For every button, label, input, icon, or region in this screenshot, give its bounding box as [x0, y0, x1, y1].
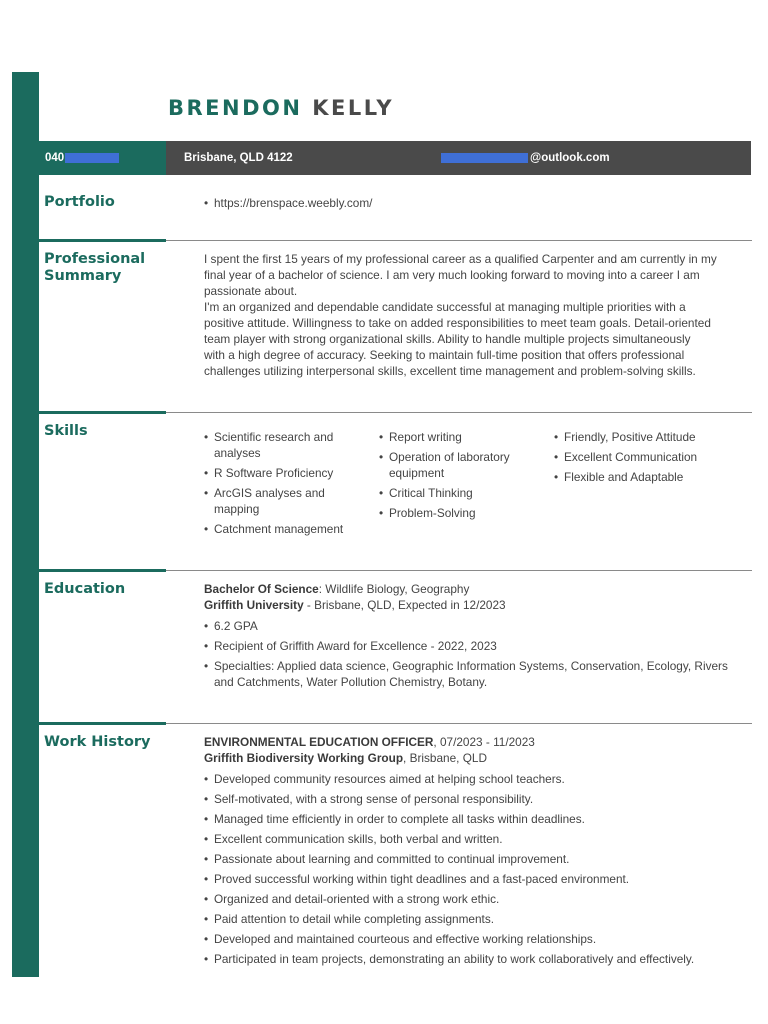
skill-item: • Flexible and Adaptable: [554, 469, 744, 485]
email-redaction: [441, 153, 528, 163]
skill-item: • Catchment management: [204, 521, 364, 537]
education-section: [39, 569, 751, 719]
skill-item: • Critical Thinking: [379, 485, 539, 501]
address: Brisbane, QLD 4122: [184, 152, 293, 164]
skills-column-3: [554, 429, 744, 489]
skill-item: • R Software Proficiency: [204, 465, 364, 481]
education-bullet: • 6.2 GPA: [204, 618, 744, 634]
contact-bar: [39, 141, 751, 175]
section-divider-accent: [39, 239, 166, 242]
school-line: Griffith University - Brisbane, QLD, Expected in 12/2023: [204, 598, 506, 612]
work-bullet: • Developed community resources aimed at helping school teachers.: [204, 771, 744, 787]
candidate-name: [168, 96, 394, 120]
portfolio-link[interactable]: • https://brenspace.weebly.com/: [204, 195, 372, 211]
section-divider-accent: [39, 569, 166, 572]
skill-item: • Friendly, Positive Attitude: [554, 429, 744, 445]
first-name: BRENDON: [168, 96, 303, 120]
work-bullet: • Paid attention to detail while completing assignments.: [204, 911, 744, 927]
section-divider: [166, 240, 752, 241]
education-content: [204, 581, 744, 694]
portfolio-content: [204, 195, 372, 215]
work-bullet: • Proved successful working within tight deadlines and a fast-paced environment.: [204, 871, 744, 887]
summary-section: [39, 239, 751, 409]
work-bullet: • Developed and maintained courteous and effective working relationships.: [204, 931, 744, 947]
section-divider-accent: [39, 722, 166, 725]
work-history-content: [204, 734, 744, 971]
education-bullet: • Recipient of Griffith Award for Excellence - 2022, 2023: [204, 638, 744, 654]
skill-item: • Report writing: [379, 429, 539, 445]
skill-item: • Scientific research and analyses: [204, 429, 364, 461]
job-title-line: ENVIRONMENTAL EDUCATION OFFICER, 07/2023 - 11/2023: [204, 735, 535, 749]
skill-item: • ArcGIS analyses and mapping: [204, 485, 364, 517]
work-bullet: • Self-motivated, with a strong sense of personal responsibility.: [204, 791, 744, 807]
work-history-section: [39, 722, 751, 977]
phone-number: 040: [45, 151, 119, 165]
work-history-heading: Work History: [44, 734, 151, 750]
work-bullet: • Excellent communication skills, both verbal and written.: [204, 831, 744, 847]
section-divider: [166, 723, 752, 724]
skill-item: • Problem-Solving: [379, 505, 539, 521]
phone-redaction: [65, 153, 119, 163]
employer-line: Griffith Biodiversity Working Group, Brisbane, QLD: [204, 751, 487, 765]
skills-column-2: [379, 429, 539, 525]
section-divider: [166, 412, 752, 413]
summary-heading: Professional Summary: [44, 251, 146, 284]
work-bullet: • Participated in team projects, demonstrating an ability to work collaboratively and effectively.: [204, 951, 744, 967]
education-heading: Education: [44, 581, 126, 597]
email-address[interactable]: @outlook.com: [441, 151, 610, 165]
education-bullet: • Specialties: Applied data science, Geographic Information Systems, Conservation, Ecology, Rivers and Catchments, Water Pollution Chemistry, Botany.: [204, 658, 744, 690]
last-name: KELLY: [312, 96, 395, 120]
summary-text: I spent the first 15 years of my professional career as a qualified Carpenter and am currently in my final year of a bachelor of science. I am very much looking forward to moving into a career I am passionate about. I'm an organized and dependable candidate successful at managing multiple priorities with a positive attitude. Willingness to take on added responsibilities to meet team goals. Detail-oriented team player with strong organizational skills. Ability to handle multiple projects simultaneously with a high degree of accuracy. Seeking to maintain full-time position that offers professional challenges utilizing interpersonal skills, excellent time management and problem-solving skills.: [204, 252, 717, 378]
skills-column-1: [204, 429, 364, 541]
skills-heading: Skills: [44, 423, 88, 439]
work-bullet: • Managed time efficiently in order to complete all tasks within deadlines.: [204, 811, 744, 827]
skills-section: [39, 411, 751, 566]
skill-item: • Excellent Communication: [554, 449, 744, 465]
degree-line: Bachelor Of Science: Wildlife Biology, Geography: [204, 582, 470, 596]
portfolio-heading: Portfolio: [44, 194, 115, 210]
portfolio-section: [39, 194, 751, 234]
skill-item: • Operation of laboratory equipment: [379, 449, 539, 481]
work-bullet: • Passionate about learning and committed to continual improvement.: [204, 851, 744, 867]
left-accent-bar: [12, 72, 39, 977]
work-bullet: • Organized and detail-oriented with a strong work ethic.: [204, 891, 744, 907]
section-divider: [166, 570, 752, 571]
section-divider-accent: [39, 411, 166, 414]
